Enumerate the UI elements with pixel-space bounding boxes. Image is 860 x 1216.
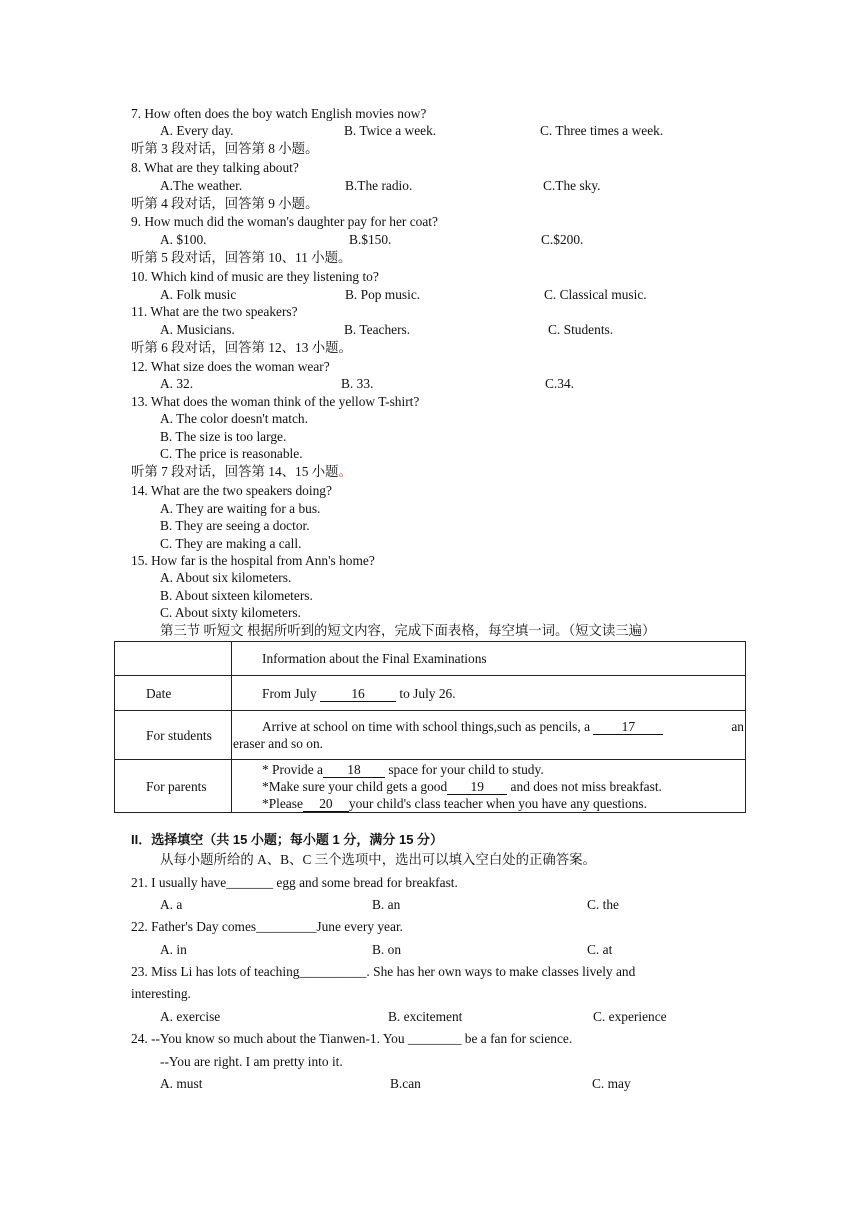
- q15-option-c: C. About sixty kilometers.: [160, 605, 301, 620]
- q14-stem: 14. What are the two speakers doing?: [131, 483, 332, 498]
- table-row: [115, 676, 746, 711]
- table-row: [115, 711, 746, 760]
- dialog-3-instruction: 听第 3 段对话，回答第 8 小题。: [131, 141, 319, 156]
- q11-option-c: C. Students.: [548, 322, 614, 337]
- q11-option-a: A. Musicians.: [160, 322, 235, 337]
- q23-stem-continued: interesting.: [131, 986, 191, 1001]
- exam-info-table: [114, 641, 746, 813]
- q12-option-b: B. 33.: [341, 376, 374, 391]
- q11-stem: 11. What are the two speakers?: [131, 304, 298, 319]
- q24-option-a: A. must: [160, 1076, 203, 1091]
- dialog-4-instruction: 听第 4 段对话，回答第 9 小题。: [131, 196, 319, 211]
- dialog-5-instruction: 听第 5 段对话，回答第 10、11 小题。: [131, 250, 352, 265]
- q13-option-c: C. The price is reasonable.: [160, 446, 303, 461]
- q11-option-b: B. Teachers.: [344, 322, 411, 337]
- q13-stem: 13. What does the woman think of the yellow T-shirt?: [131, 394, 420, 409]
- parents-value: * Provide a 18 space for your child to study. *Make sure your child gets a good 19 and does not miss breakfast. *Please 20 your child's class teacher when you have any questions.: [232, 760, 746, 813]
- q7-option-a: A. Every day.: [160, 123, 234, 138]
- q23-stem: 23. Miss Li has lots of teaching__________. She has her own ways to make classes lively and: [131, 964, 636, 979]
- q13-option-b: B. The size is too large.: [160, 429, 287, 444]
- dialog-7-instruction: 听第 7 段对话，回答第 14、15 小题。: [131, 464, 352, 479]
- part-2-instruction: 从每小题所给的 A、B、C 三个选项中，选出可以填入空白处的正确答案。: [160, 852, 596, 867]
- q14-option-a: A. They are waiting for a bus.: [160, 501, 321, 516]
- parents-label: For parents: [115, 760, 232, 813]
- q21-option-c: C. the: [587, 897, 619, 912]
- q8-option-c: C.The sky.: [543, 178, 601, 193]
- q8-option-b: B.The radio.: [345, 178, 413, 193]
- blank-18: 18: [323, 763, 385, 778]
- q9-option-c: C.$200.: [541, 232, 584, 247]
- q12-option-c: C.34.: [545, 376, 575, 391]
- part-2-title: II．选择填空（共 15 小题；每小题 1 分，满分 15 分）: [131, 832, 444, 847]
- students-label: For students: [115, 711, 232, 760]
- q8-stem: 8. What are they talking about?: [131, 160, 299, 175]
- q22-option-c: C. at: [587, 942, 613, 957]
- dialog-6-instruction: 听第 6 段对话，回答第 12、13 小题。: [131, 340, 352, 355]
- q12-option-a: A. 32.: [160, 376, 194, 391]
- q10-option-a: A. Folk music: [160, 287, 237, 302]
- blank-19: 19: [447, 780, 507, 795]
- q10-option-c: C. Classical music.: [544, 287, 647, 302]
- table-row: [115, 760, 746, 813]
- table-corner-cell: [115, 642, 232, 676]
- q7-option-b: B. Twice a week.: [344, 123, 437, 138]
- q10-option-b: B. Pop music.: [345, 287, 421, 302]
- q7-stem: 7. How often does the boy watch English movies now?: [131, 106, 427, 121]
- q12-stem: 12. What size does the woman wear?: [131, 359, 330, 374]
- q22-option-b: B. on: [372, 942, 402, 957]
- q23-option-a: A. exercise: [160, 1009, 221, 1024]
- q24-stem: 24. --You know so much about the Tianwen-1. You ________ be a fan for science.: [131, 1031, 573, 1046]
- table-header: Information about the Final Examinations: [232, 642, 746, 676]
- blank-20: 20: [303, 797, 349, 812]
- q22-option-a: A. in: [160, 942, 187, 957]
- q21-option-a: A. a: [160, 897, 183, 912]
- q8-option-a: A.The weather.: [160, 178, 243, 193]
- blank-16: 16: [320, 687, 396, 702]
- q14-option-b: B. They are seeing a doctor.: [160, 518, 310, 533]
- q21-option-b: B. an: [372, 897, 401, 912]
- blank-17: 17: [593, 720, 663, 735]
- q9-stem: 9. How much did the woman's daughter pay for her coat?: [131, 214, 438, 229]
- q7-option-c: C. Three times a week.: [540, 123, 664, 138]
- q9-option-a: A. $100.: [160, 232, 207, 247]
- q24-stem-reply: --You are right. I am pretty into it.: [160, 1054, 343, 1069]
- q15-option-b: B. About sixteen kilometers.: [160, 588, 313, 603]
- red-period: 。: [338, 464, 352, 479]
- date-value: From July 16 to July 26.: [232, 676, 746, 711]
- q13-option-a: A. The color doesn't match.: [160, 411, 308, 426]
- q24-option-c: C. may: [592, 1076, 631, 1091]
- q15-option-a: A. About six kilometers.: [160, 570, 292, 585]
- q22-stem: 22. Father's Day comes_________June every year.: [131, 919, 404, 934]
- q21-stem: 21. I usually have_______ egg and some bread for breakfast.: [131, 875, 458, 890]
- section-3-instruction: 第三节 听短文 根据所听到的短文内容，完成下面表格，每空填一词。（短文读三遍）: [160, 623, 656, 638]
- q15-stem: 15. How far is the hospital from Ann's home?: [131, 553, 375, 568]
- q9-option-b: B.$150.: [349, 232, 392, 247]
- students-value: Arrive at school on time with school things,such as pencils, a 17 an eraser and so on.: [232, 711, 746, 760]
- q23-option-c: C. experience: [593, 1009, 667, 1024]
- date-label: Date: [115, 676, 232, 711]
- q10-stem: 10. Which kind of music are they listening to?: [131, 269, 379, 284]
- q14-option-c: C. They are making a call.: [160, 536, 302, 551]
- q23-option-b: B. excitement: [388, 1009, 463, 1024]
- q24-option-b: B.can: [390, 1076, 421, 1091]
- table-row: [115, 642, 746, 676]
